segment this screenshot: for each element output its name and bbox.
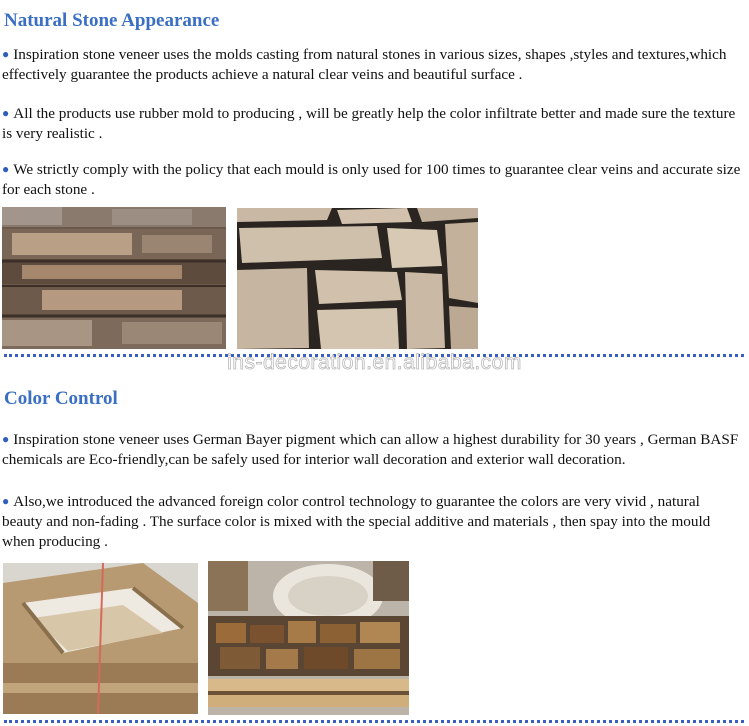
paragraph-pigment: ● Inspiration stone veneer uses German Bayer pigment which can allow a highest durability for 30 years , German BASF chemicals are Eco-friendly,can be safely used for interior wall decoration and exterior wall decoration. [2,431,739,468]
flagstone-photo [237,208,478,349]
paragraph-color-tech: ● Also,we introduced the advanced foreign color control technology to guarantee the colors are very vivid , natural beauty and non-fading . The surface color is mixed with the special additive and materials , then spay into the mould when producing . [2,493,711,550]
paragraph-mould-policy: ● We strictly comply with the policy that each mould is only used for 100 times to guarantee clear veins and accurate size for each stone . [2,161,741,198]
stacked-stone-photo [2,207,226,349]
bullet-icon: ● [2,47,10,61]
section-title-natural-stone: Natural Stone Appearance [4,10,220,31]
bullet-icon: ● [2,494,10,508]
bullet-icon: ● [2,106,10,120]
mould-photo [3,563,198,714]
pallet-stones-photo [208,561,409,715]
paragraph-molds: ● Inspiration stone veneer uses the molds casting from natural stones in various sizes, shapes ,styles and textures,which effectively guarantee the products achieve a natural clear veins and beautiful surface . [2,46,727,83]
watermark: ins-decoration.en.alibaba.com [227,351,522,374]
paragraph-rubber-mold: ● All the products use rubber mold to producing , will be greatly help the color infiltrate better and made sure the texture is very realistic . [2,105,736,142]
section-title-color-control: Color Control [4,388,118,409]
bullet-icon: ● [2,162,10,176]
section-divider-bottom [4,720,744,723]
bullet-icon: ● [2,432,10,446]
